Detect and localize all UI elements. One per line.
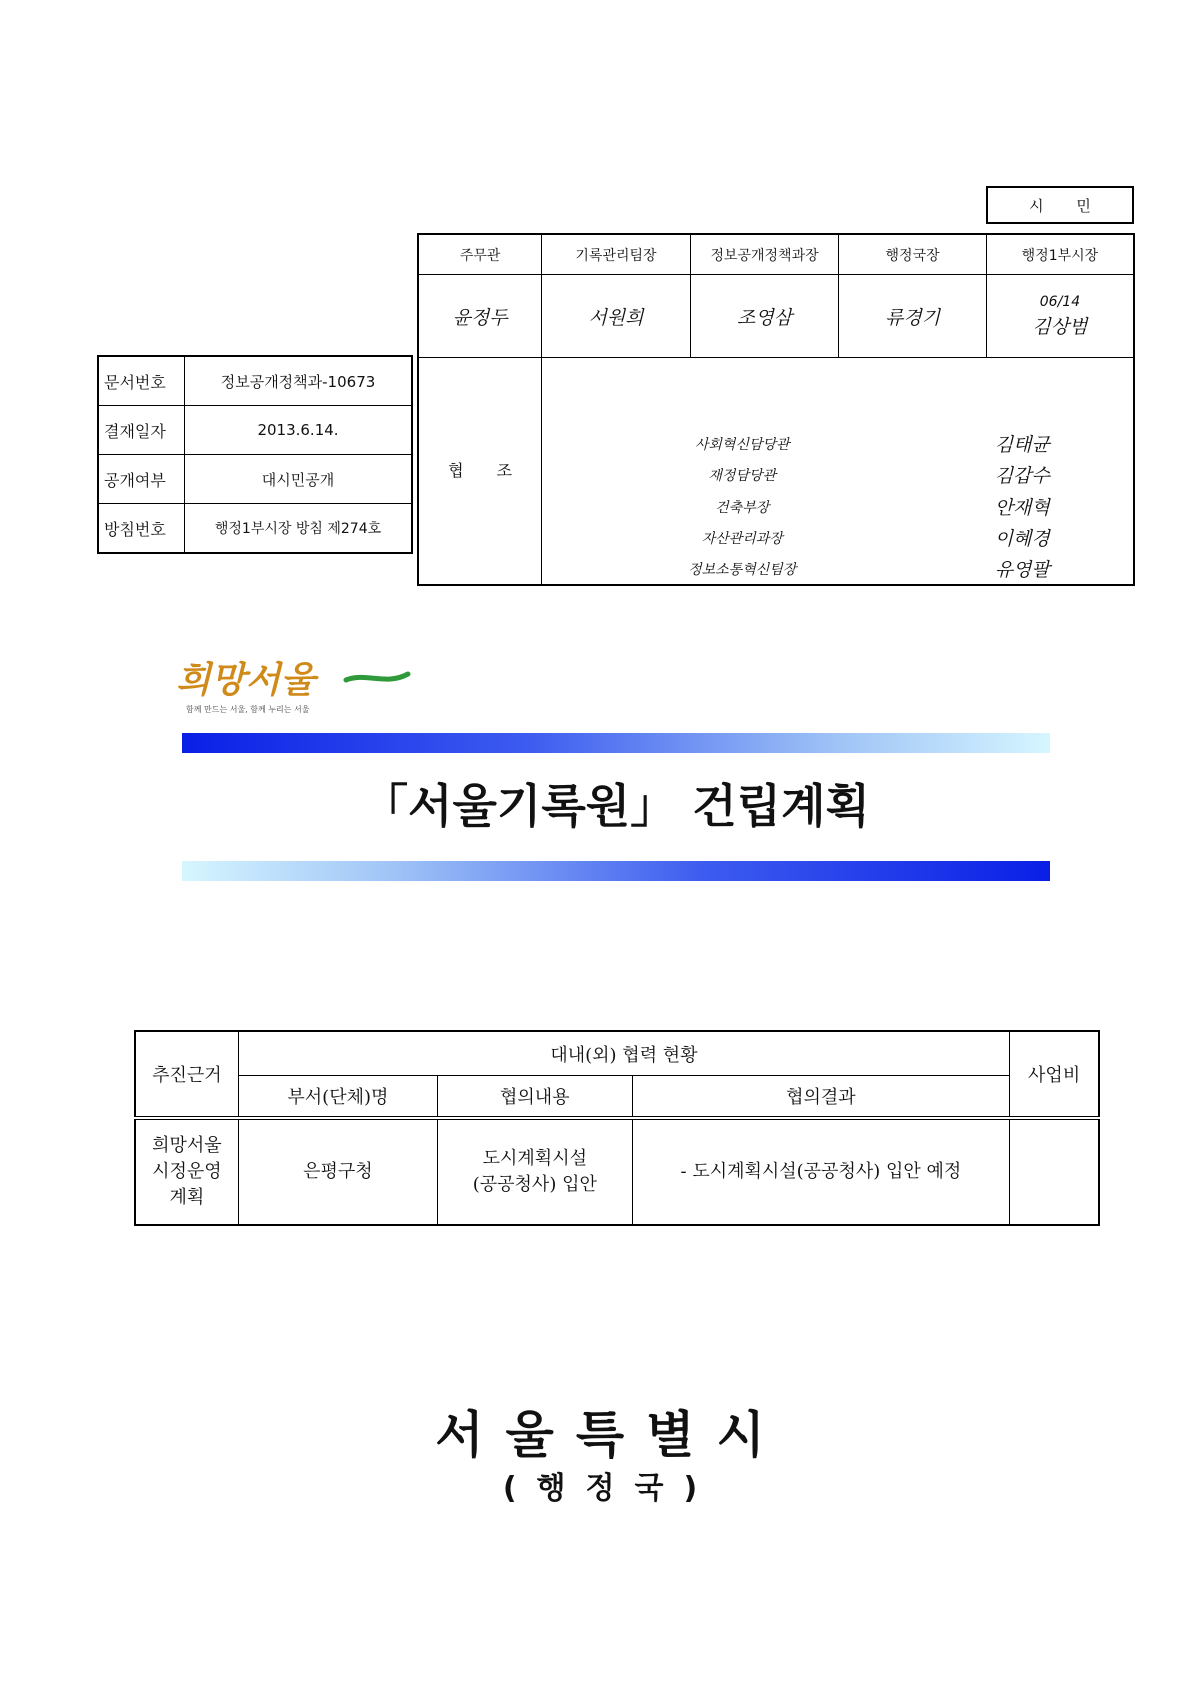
bureau-name: (행정국) [502, 1471, 718, 1506]
doc-info-value: 행정1부시장 방침 제274호 [185, 504, 413, 554]
basis-line: 희망서울 [152, 1135, 222, 1156]
list-item [542, 428, 1133, 458]
gradient-bar-bottom [182, 861, 1050, 881]
citizen-box: 시 민 [986, 186, 1134, 224]
approval-header: 행정국장 [839, 234, 987, 275]
cooperation-dept: 건축부장 [715, 500, 770, 516]
approval-signature: 류경기 [839, 275, 987, 358]
cooperation-name: 유영팔 [994, 559, 1050, 581]
doc-info-value: 2013.6.14. [185, 406, 413, 455]
cell-content [438, 1118, 632, 1225]
cooperation-list [542, 358, 1133, 584]
approval-signature: 서원희 [542, 275, 691, 358]
basis-line: 계획 [169, 1187, 205, 1208]
header-result: 협의결과 [632, 1076, 1010, 1119]
doc-info-key: 방침번호 [98, 504, 185, 554]
cooperation-dept: 사회혁신담당관 [694, 437, 790, 453]
logo-main: 희망서울 [176, 660, 316, 701]
content-line: (공공청사) 입안 [472, 1174, 597, 1195]
doc-info-key: 공개여부 [98, 455, 185, 504]
cooperation-dept: 정보소통혁신팀장 [688, 562, 797, 578]
logo-tagline: 함께 만드는 서울, 함께 누리는 서울 [186, 705, 310, 714]
doc-info-key: 결재일자 [98, 406, 185, 455]
cooperation-name: 이혜경 [994, 528, 1050, 550]
cooperation-label: 협 조 [418, 358, 542, 586]
cell-result: - 도시계획시설(공공청사) 입안 예정 [632, 1118, 1010, 1225]
approval-table [417, 233, 1135, 586]
approval-signature: 김상범 [1032, 315, 1088, 338]
header-dept: 부서(단체)명 [238, 1076, 437, 1119]
approval-header: 주무관 [418, 234, 542, 275]
table-row [98, 455, 412, 504]
table-row [98, 504, 412, 554]
cell-budget [1010, 1118, 1099, 1225]
document-info-table [97, 355, 413, 554]
logo-swoosh [346, 674, 408, 680]
approval-header: 행정1부시장 [986, 234, 1134, 275]
approval-signature-final [986, 275, 1134, 358]
city-name: 서울특별시 [435, 1406, 787, 1464]
header-budget: 사업비 [1010, 1031, 1099, 1118]
list-item [542, 491, 1133, 521]
table-row [135, 1118, 1099, 1225]
list-item [542, 459, 1133, 489]
header-content: 협의내용 [438, 1076, 632, 1119]
header-basis: 추진근거 [135, 1031, 238, 1118]
doc-info-value: 정보공개정책과-10673 [185, 356, 413, 406]
approval-header: 기록관리팀장 [542, 234, 691, 275]
cooperation-name: 김갑수 [994, 465, 1050, 487]
approval-signature: 조영삼 [690, 275, 839, 358]
cooperation-dept: 자산관리과장 [701, 531, 783, 547]
cooperation-status-table [134, 1030, 1100, 1226]
cooperation-name: 안재혁 [994, 497, 1050, 519]
table-row [98, 406, 412, 455]
table-row [98, 356, 412, 406]
list-item [542, 522, 1133, 552]
cell-dept: 은평구청 [238, 1118, 437, 1225]
hope-seoul-logo-mark [176, 652, 416, 722]
approval-date: 06/14 [1039, 293, 1081, 310]
document-title: 「서울기록원」 건립계획 [362, 779, 870, 833]
approval-signature: 윤정두 [418, 275, 542, 358]
cooperation-cell [542, 358, 1134, 586]
header-group: 대내(외) 협력 현황 [238, 1031, 1010, 1076]
gradient-bar-top [182, 733, 1050, 753]
cooperation-dept: 재정담당관 [708, 468, 777, 484]
hope-seoul-logo [176, 652, 416, 722]
list-item [542, 553, 1133, 583]
basis-line: 시정운영 [152, 1161, 222, 1182]
doc-info-value: 대시민공개 [185, 455, 413, 504]
cooperation-name: 김태균 [994, 434, 1050, 456]
cell-basis [135, 1118, 238, 1225]
doc-info-key: 문서번호 [98, 356, 185, 406]
approval-header: 정보공개정책과장 [690, 234, 839, 275]
content-line: 도시계획시설 [482, 1148, 587, 1169]
